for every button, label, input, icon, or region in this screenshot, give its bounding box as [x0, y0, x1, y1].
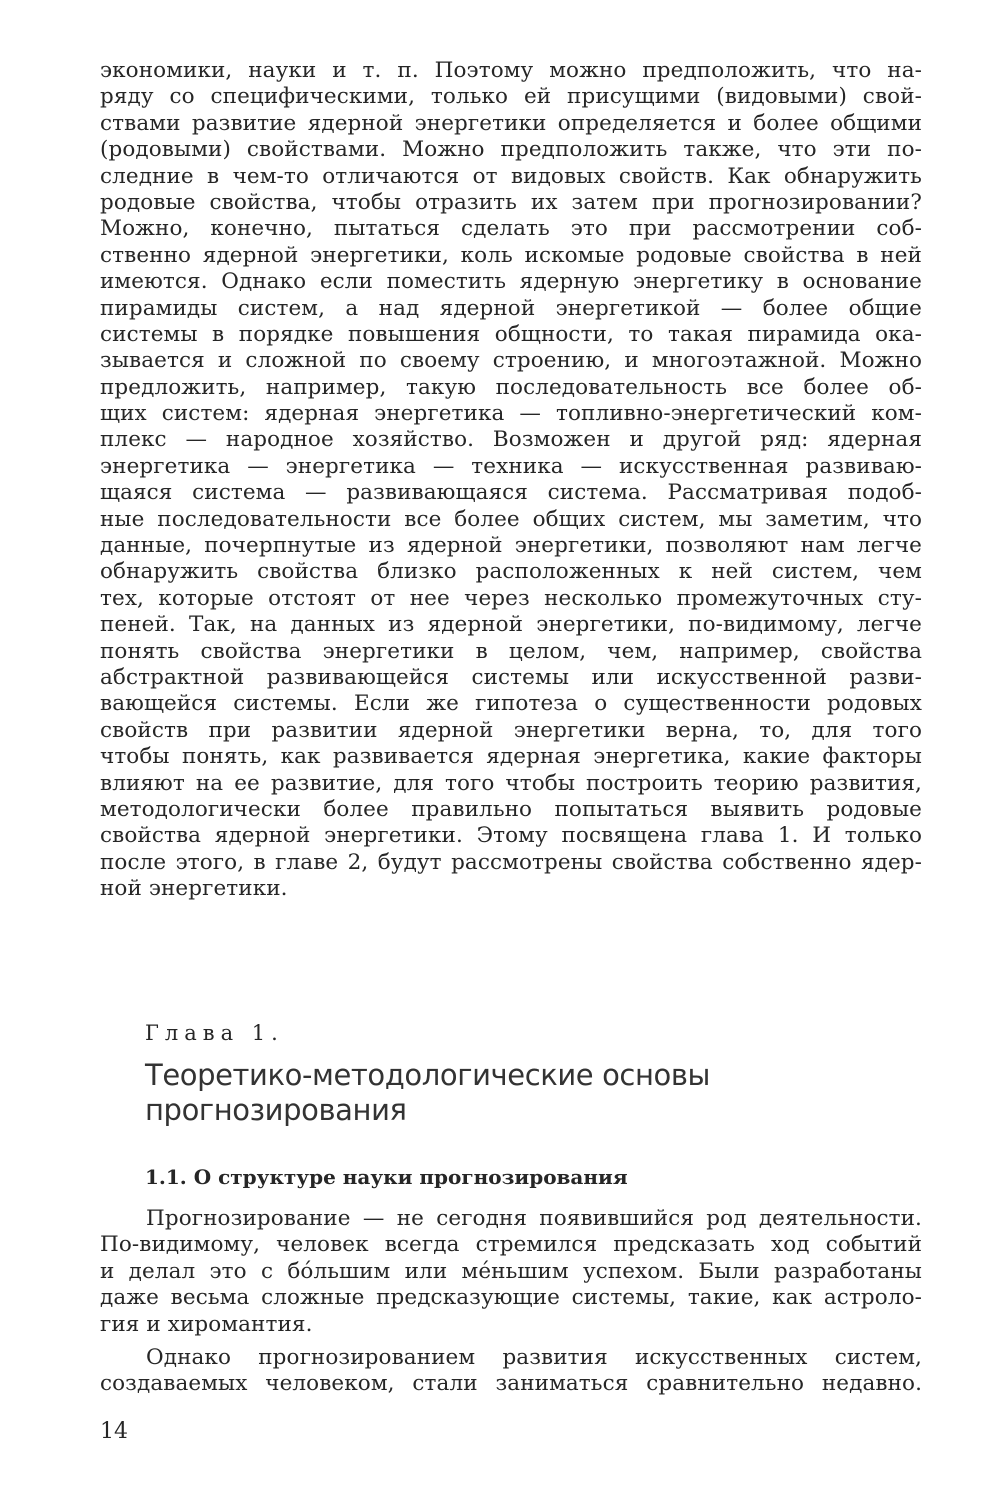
- text-line: обнаружить свойства близко расположенных к ней систем, чем: [100, 559, 922, 585]
- text-line: абстрактной развивающейся системы или искусственной разви-: [100, 664, 922, 690]
- text-line: данные, почерпнутые из ядерной энергетики, позволяют нам легче: [100, 533, 922, 559]
- text-line: ные последовательности все более общих систем, мы заметим, что: [100, 506, 922, 532]
- text-line: даже весьма сложные предсказующие системы, такие, как астроло-: [100, 1285, 922, 1311]
- text-line: ряду со специфическими, только ей присущими (видовыми) свой-: [100, 84, 922, 110]
- text-line: энергетика — энергетика — техника — искусственная развиваю-: [100, 453, 922, 479]
- text-line: свойства ядерной энергетики. Этому посвящена глава 1. И только: [100, 823, 922, 849]
- text-line: Однако прогнозированием развития искусственных систем,: [146, 1345, 922, 1370]
- text-line: ной энергетики.: [100, 876, 288, 902]
- text-line: понять свойства энергетики в целом, чем, например, свойства: [100, 638, 922, 664]
- text-line: после этого, в главе 2, будут рассмотрены свойства собственно ядер-: [100, 849, 922, 875]
- text-line: зывается и сложной по своему строению, и многоэтажной. Можно: [100, 348, 922, 374]
- text-line: имеются. Однако если поместить ядерную энергетику в основание: [100, 269, 922, 295]
- text-line: (родовыми) свойствами. Можно предположить также, что эти по-: [100, 137, 922, 163]
- text-line: предложить, например, такую последовательность все более об-: [100, 374, 922, 400]
- text-line: Прогнозирование — не сегодня появившийся род деятельности.: [146, 1206, 922, 1231]
- text-line: следние в чем-то отличаются от видовых свойств. Как обнаружить: [100, 163, 922, 189]
- intro-paragraph: [100, 58, 922, 903]
- text-line: влияют на ее развитие, для того чтобы построить теорию развития,: [100, 770, 922, 796]
- text-line: пирамиды систем, а над ядерной энергетикой — более общие: [100, 295, 922, 321]
- text-line: создаваемых человеком, стали заниматься сравнительно недавно.: [100, 1371, 922, 1397]
- text-line: гия и хиромантия.: [100, 1311, 313, 1337]
- text-line: и делал это с бо́льшим или ме́ньшим успехом. Были разработаны: [100, 1258, 922, 1284]
- text-line: пеней. Так, на данных из ядерной энергетики, по-видимому, легче: [100, 612, 922, 638]
- section-heading: 1.1. О структуре науки прогнозирования: [145, 1165, 628, 1189]
- chapter-label: Глава 1.: [145, 1021, 284, 1045]
- text-line: Можно, конечно, пытаться сделать это при рассмотрении соб-: [100, 216, 922, 242]
- text-line: тех, которые отстоят от нее через несколько промежуточных сту-: [100, 585, 922, 611]
- chapter-title-line: прогнозирования: [145, 1093, 407, 1127]
- text-line: ственно ядерной энергетики, коль искомые родовые свойства в ней: [100, 242, 922, 268]
- page-number: 14: [100, 1419, 128, 1444]
- text-line: чтобы понять, как развивается ядерная энергетика, какие факторы: [100, 744, 922, 770]
- text-line: ствами развитие ядерной энергетики определяется и более общими: [100, 110, 922, 136]
- text-line: щаяся система — развивающаяся система. Рассматривая подоб-: [100, 480, 922, 506]
- text-line: щих систем: ядерная энергетика — топливно-энергетический ком-: [100, 401, 922, 427]
- paragraph-1: [100, 1206, 922, 1338]
- text-line: экономики, науки и т. п. Поэтому можно предположить, что на-: [100, 58, 922, 83]
- text-line: плекс — народное хозяйство. Возможен и другой ряд: ядерная: [100, 427, 922, 453]
- text-line: системы в порядке повышения общности, то такая пирамида ока-: [100, 321, 922, 347]
- text-line: свойств при развитии ядерной энергетики верна, то, для того: [100, 717, 922, 743]
- chapter-title: [145, 1058, 710, 1128]
- text-line: вающейся системы. Если же гипотеза о существенности родовых: [100, 691, 922, 717]
- text-line: По-видимому, человек всегда стремился предсказать ход событий: [100, 1232, 922, 1258]
- text-line: методологически более правильно попытаться выявить родовые: [100, 796, 922, 822]
- text-line: родовые свойства, чтобы отразить их затем при прогнозировании?: [100, 189, 922, 215]
- chapter-title-line: Теоретико-методологические основы: [145, 1058, 711, 1092]
- paragraph-2: [100, 1345, 922, 1398]
